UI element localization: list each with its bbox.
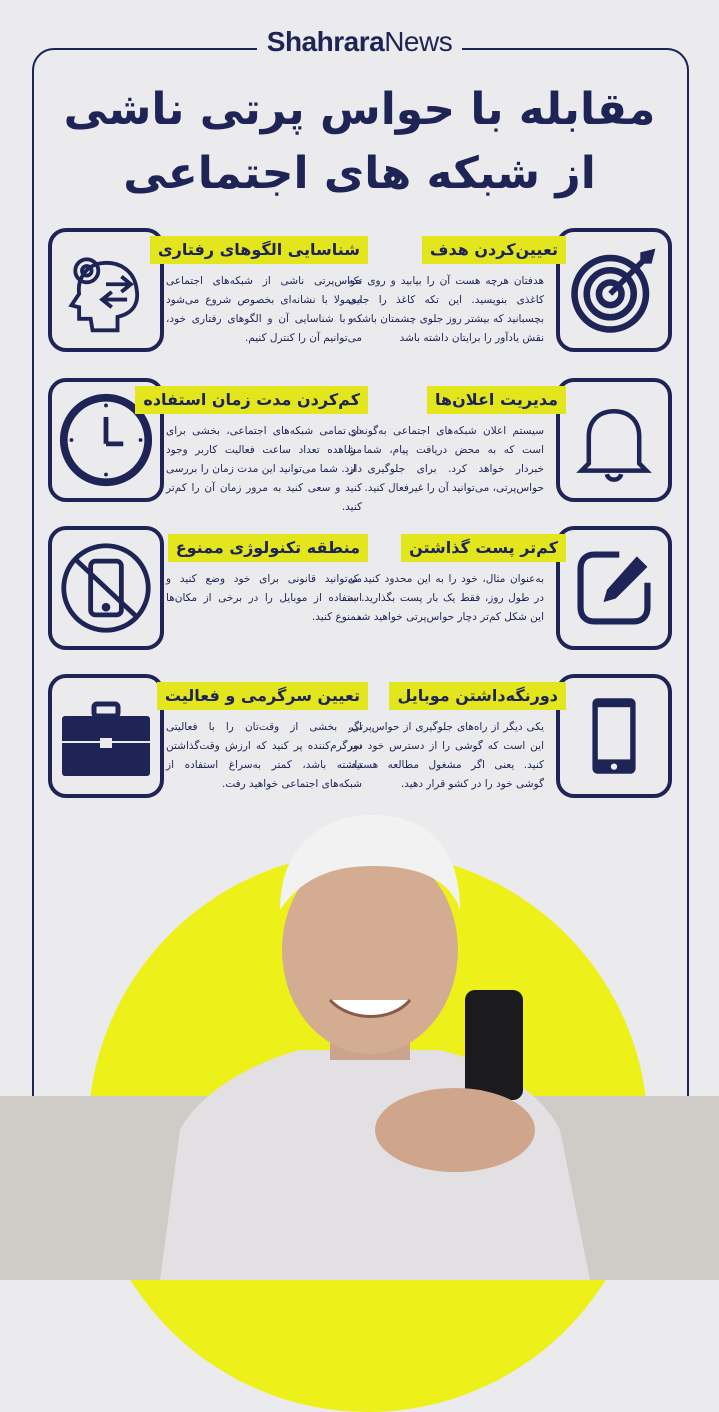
card-heading: شناسایی الگوهای رفتاری: [150, 236, 368, 264]
card-text: حواس‌پرتی ناشی از شبکه‌های اجتماعی معمولا با نشانه‌ای بخصوص شروع می‌شود که با شناسایی آن و الگوهای رفتاری خود، می‌توانیم آن را کنترل کنیم.: [166, 275, 362, 344]
card-heading: تعیین سرگرمی و فعالیت: [157, 682, 368, 710]
brand-name-light: News: [384, 26, 453, 57]
brand-logo: [0, 26, 719, 58]
brand-name-bold: Shahrara: [266, 26, 385, 57]
card-no-tech-zone: [48, 526, 368, 658]
card-text: در تمامی شبکه‌های اجتماعی، بخشی برای مشاهده تعداد ساعت فعالیت کاربر وجود دارد. شما می‌توانید این مدت زمان را بررسی کنید و سعی کنید به مرور زمان آن را کم‌تر کنید.: [166, 425, 362, 513]
no-phone-icon: [48, 526, 164, 650]
card-text: می‌توانید قانونی برای خود وضع کنید و استفاده از موبایل را در برخی از مکان‌ها ممنوع کنید.: [166, 573, 362, 623]
card-post-less: [348, 526, 672, 658]
pencil-icon: [556, 526, 672, 650]
target-icon: [556, 228, 672, 352]
card-behavior-patterns: [48, 228, 368, 360]
card-heading: تعیین‌کردن هدف: [422, 236, 566, 264]
card-heading: منطقه تکنولوژی ممنوع: [168, 534, 368, 562]
card-reduce-time: [48, 378, 368, 513]
behavior-head-icon: [48, 228, 164, 352]
card-text: یکی دیگر از راه‌های جلوگیری از حواس‌پرتی، این است که گوشی را از دسترس خود دور کنید. یعنی اگر مشغول مطالعه هستید، گوشی خود را در کشو قرار دهید.: [348, 721, 544, 790]
briefcase-icon: [48, 674, 164, 798]
card-heading: کم‌کردن مدت زمان استفاده: [135, 386, 368, 414]
bell-icon: [556, 378, 672, 502]
card-set-goal: [348, 228, 672, 360]
phone-icon: [556, 674, 672, 798]
card-keep-phone-away: [348, 674, 672, 806]
card-text: به‌عنوان مثال، خود را به این محدود کنید که در طول روز، فقط یک بار پست بگذارید. به این شکل کم‌تر دچار حواس‌پرتی خواهید شد.: [348, 573, 544, 623]
card-heading: دورنگه‌داشتن موبایل: [389, 682, 566, 710]
card-text: هدفتان هرچه هست آن را بیابید و روی تکه کاغذی بنویسید. این تکه کاغذ را جایی بچسبانید که بیشتر روز جلوی چشمتان باشد و نقش یادآور را برایتان داشته باشد: [348, 275, 544, 344]
man-with-phone-photo: [0, 800, 719, 1280]
card-text: سیستم اعلان شبکه‌های اجتماعی به‌گونه‌ای است که به محض دریافت پیام، شما را خبردار خواهد کرد. برای جلوگیری از حواس‌پرتی، می‌توانید آن را غیرفعال کنید.: [348, 425, 544, 494]
card-hobbies: [48, 674, 368, 806]
card-heading: کم‌تر پست گذاشتن: [401, 534, 566, 562]
card-notifications: [348, 378, 672, 510]
card-text: اگر بخشی از وقت‌تان را با فعالیتی سرگرم‌کننده پر کنید که ارزش وقت‌گذاشتن داشته باشد، کمتر به‌سراغ استفاده از شبکه‌های اجتماعی خواهید رفت.: [166, 721, 362, 790]
card-heading: مدیریت اعلان‌ها: [427, 386, 566, 414]
page-title: مقابله با حواس پرتی ناشی از شبکه های اجتماعی: [63, 84, 656, 199]
